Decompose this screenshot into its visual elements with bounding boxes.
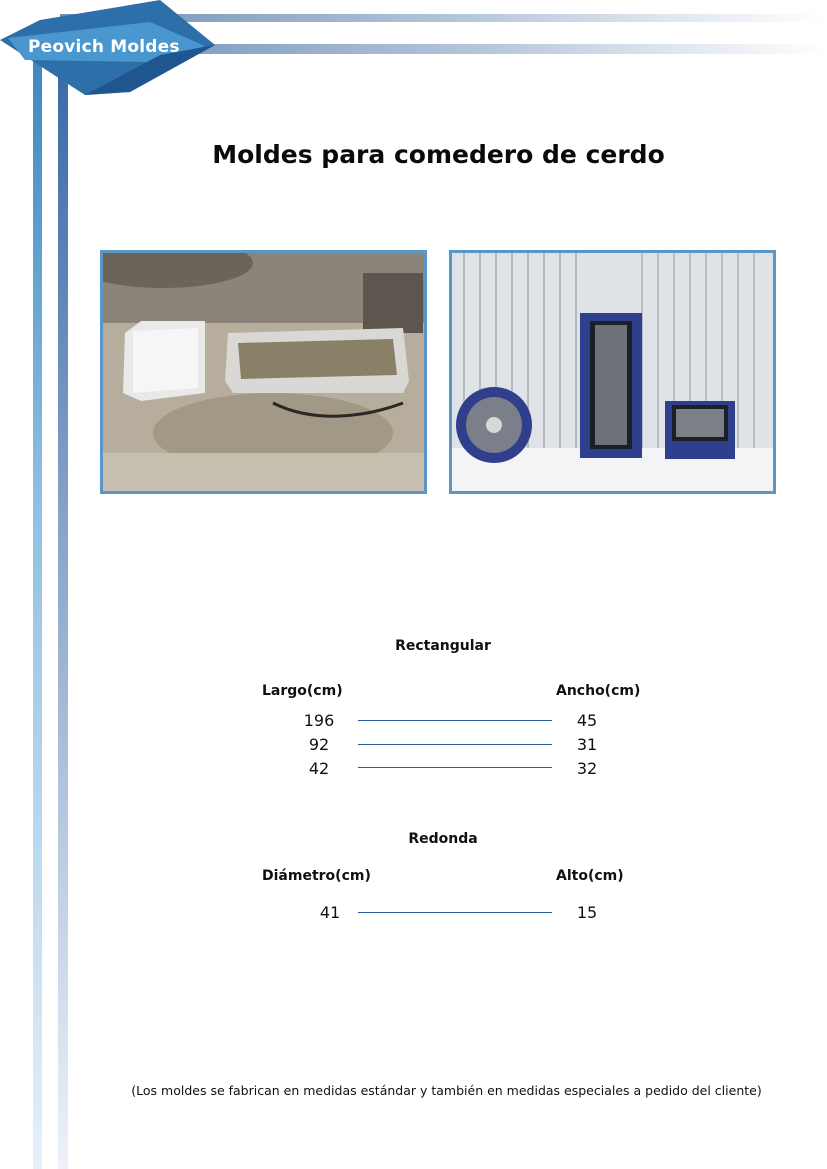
row-connector-line — [358, 744, 552, 745]
col-header-diametro: Diámetro(cm) — [262, 868, 371, 884]
col-header-alto: Alto(cm) — [556, 868, 624, 884]
row-connector-line — [358, 720, 552, 721]
rect-row-2-ancho: 31 — [576, 735, 598, 754]
brand-logo-text: Peovich Moldes — [28, 37, 180, 57]
round-row-1-diametro: 41 — [319, 903, 341, 922]
col-header-ancho: Ancho(cm) — [556, 683, 641, 699]
section-title-rectangular: Rectangular — [395, 638, 491, 654]
left-decorative-bar-2 — [58, 70, 68, 1169]
rect-row-1-ancho: 45 — [576, 711, 598, 730]
rect-row-3-ancho: 32 — [576, 759, 598, 778]
col-header-largo: Largo(cm) — [262, 683, 343, 699]
round-row-1-alto: 15 — [576, 903, 598, 922]
rect-row-2-largo: 92 — [308, 735, 330, 754]
rect-row-1-largo: 196 — [303, 711, 335, 730]
row-connector-line — [358, 767, 552, 768]
photo-concrete-troughs — [100, 250, 427, 494]
top-decorative-bar-2 — [150, 44, 827, 54]
page-title: Moldes para comedero de cerdo — [212, 140, 665, 169]
row-connector-line — [358, 912, 552, 913]
left-decorative-bar — [33, 60, 42, 1169]
rect-row-3-largo: 42 — [308, 759, 330, 778]
photo-blue-molds — [449, 250, 776, 494]
section-title-redonda: Redonda — [408, 831, 478, 847]
footnote: (Los moldes se fabrican en medidas estándar y también en medidas especiales a pedido del cliente) — [131, 1083, 762, 1098]
